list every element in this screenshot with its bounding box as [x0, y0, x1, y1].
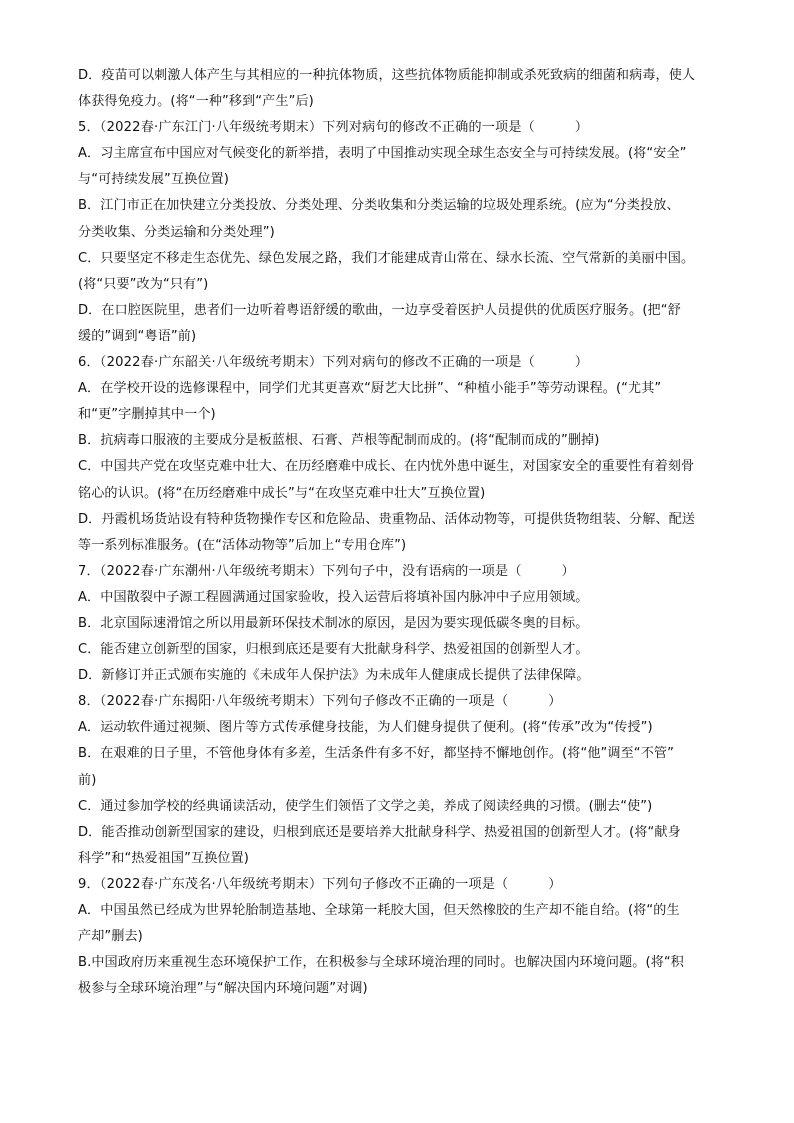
q5-option-d-line1: D．在口腔医院里，患者们一边听着粤语舒缓的歌曲，一边享受着医护人员提供的优质医疗服务。(把“舒 — [78, 302, 681, 318]
q6-option-d-line2: 等一系列标准服务。(在“活体动物等”后加上“专用仓库”) — [78, 537, 407, 553]
q9-head: 9．（2022春·广东茂名·八年级统考期末）下列句子修改不正确的一项是（ ） — [78, 876, 562, 892]
q7-option-a: A．中国散裂中子源工程圆满通过国家验收，投入运营后将填补国内脉冲中子应用领域。 — [78, 589, 589, 605]
q6-option-c-line1: C．中国共产党在攻坚克难中壮大、在历经磨难中成长、在内忧外患中诞生，对国家安全的重要性有着刻骨 — [78, 459, 695, 475]
q7-option-b: B．北京国际速滑馆之所以用最新环保技术制冰的原因，是因为要实现低碳冬奥的目标。 — [78, 615, 589, 631]
q5-option-d-line2: 缓的”调到“粤语”前) — [78, 328, 197, 344]
q9-option-b-line1: B.中国政府历来重视生态环境保护工作，在积极参与全球环境治理的同时。也解决国内环境问题。(将“积 — [78, 955, 684, 971]
q9-option-b-line2: 极参与全球环境治理”与“解决国内环境问题”对调) — [78, 981, 368, 997]
q5-option-b-line1: B．江门市正在加快建立分类投放、分类处理、分类收集和分类运输的垃圾处理系统。(应为“分类投放、 — [78, 198, 680, 214]
q8-option-b-line1: B．在艰难的日子里，不管他身体有多差，生活条件有多不好，都坚持不懈地创作。(将“他”调至“不管” — [78, 746, 674, 762]
q8-option-a: A．运动软件通过视频、图片等方式传承健身技能，为人们健身提供了便利。(将“传承”改为“传授”) — [78, 720, 653, 736]
q9-option-a-line1: A．中国虽然已经成为世界轮胎制造基地、全球第一耗胶大国，但天然橡胶的生产却不能自给。(将“的生 — [78, 903, 680, 918]
q8-option-b-line2: 前) — [78, 772, 97, 788]
q8-option-d-line1: D．能否推动创新型国家的建设，归根到底还是要培养大批献身科学、热爱祖国的创新型人才。(将“献身 — [78, 824, 681, 840]
q6-option-a-line2: 和“更”字删掉其中一个) — [78, 407, 216, 423]
q5-option-c-line1: C．只要坚定不移走生态优先、绿色发展之路，我们才能建成青山常在、绿水长流、空气常新的美丽中国。 — [78, 250, 695, 266]
q7-option-c: C．能否建立创新型的国家，归根到底还是要有大批献身科学、热爱祖国的创新型人才。 — [78, 642, 589, 658]
q5-option-a-line2: 与“可持续发展”互换位置) — [78, 172, 229, 188]
q9-option-a-line2: 产却”删去) — [78, 929, 143, 945]
q4-option-d-line2: 体获得免疫力。(将“一种”移到“产生”后) — [78, 94, 314, 110]
q5-option-b-line2: 分类收集、分类运输和分类处理”) — [78, 224, 275, 240]
q7-head: 7．（2022春·广东潮州·八年级统考期末）下列句子中，没有语病的一项是（ ） — [78, 563, 575, 579]
q4-option-d-line1: D．疫苗可以刺激人体产生与其相应的一种抗体物质，这些抗体物质能抑制或杀死致病的细菌和病毒，使人 — [78, 68, 696, 83]
q8-option-c: C．通过参加学校的经典诵读活动，使学生们领悟了文学之美，养成了阅读经典的习惯。(删去“使”) — [78, 798, 653, 814]
q6-option-b-line1: B．抗病毒口服液的主要成分是板蓝根、石膏、芦根等配制而成的。(将“配制而成的”删掉) — [78, 433, 600, 449]
q8-option-d-line2: 科学”和“热爱祖国”互换位置) — [78, 850, 249, 866]
q5-option-a-line1: A．习主席宣布中国应对气候变化的新举措，表明了中国推动实现全球生态安全与可持续发展。(将“安全” — [78, 146, 687, 162]
q6-option-c-line2: 铭心的认识。(将“在历经磨难中成长”与“在攻坚克难中壮大”互换位置) — [78, 485, 486, 501]
q6-head: 6．（2022春·广东韶关·八年级统考期末）下列对病句的修改不正确的一项是（ ） — [78, 355, 589, 371]
q5-option-c-line2: (将“只要”改为“只有”) — [78, 276, 209, 292]
q6-option-d-line1: D．丹霞机场货站设有特种货物操作专区和危险品、贵重物品、活体动物等，可提供货物组装、分解、配送 — [78, 511, 696, 527]
q7-option-d: D．新修订并正式颁布实施的《未成年人保护法》为未成年人健康成长提供了法律保障。 — [78, 668, 590, 684]
q6-option-a-line1: A．在学校开设的选修课程中，同学们尤其更喜欢“厨艺大比拼”、“种植小能手”等劳动课程。(“尤其” — [78, 381, 662, 397]
q5-head: 5．（2022春·广东江门·八年级统考期末）下列对病句的修改不正确的一项是（ ） — [78, 120, 589, 136]
q8-head: 8．（2022春·广东揭阳·八年级统考期末）下列句子修改不正确的一项是（ ） — [78, 694, 562, 710]
